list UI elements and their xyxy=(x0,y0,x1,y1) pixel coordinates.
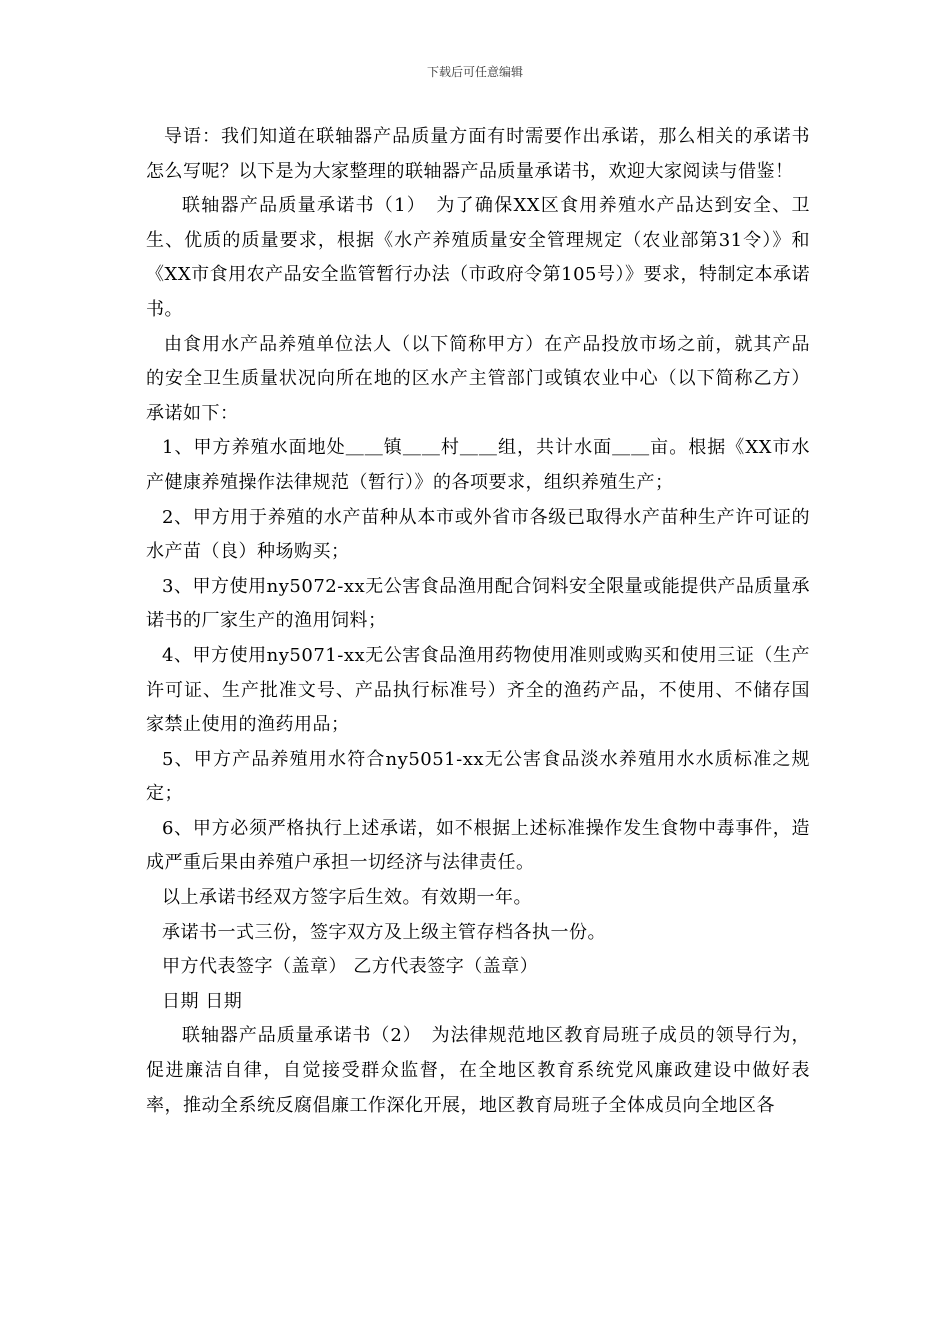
document-body xyxy=(146,120,810,1123)
pledge-1-item-4: 4、甲方使用ny5071-xx无公害食品渔用药物使用准则或购买和使用三证（生产许可证、生产批准文号、产品执行标准号）齐全的渔药产品，不使用、不储存国家禁止使用的渔药用品； xyxy=(146,644,810,736)
pledge-1-item-3: 3、甲方使用ny5072-xx无公害食品渔用配合饲料安全限量或能提供产品质量承诺书的厂家生产的渔用饲料； xyxy=(146,575,810,632)
intro-paragraph: 导语：我们知道在联轴器产品质量方面有时需要作出承诺，那么相关的承诺书怎么写呢？以下是为大家整理的联轴器产品质量承诺书，欢迎大家阅读与借鉴！ xyxy=(146,126,810,182)
date-line: 日期 日期 xyxy=(162,990,243,1012)
pledge-1-item-2: 2、甲方用于养殖的水产苗种从本市或外省市各级已取得水产苗种生产许可证的水产苗（良）种场购买； xyxy=(146,506,810,563)
pledge-1-item-6: 6、甲方必须严格执行上述承诺，如不根据上述标准操作发生食物中毒事件，造成严重后果由养殖户承担一切经济与法律责任。 xyxy=(146,817,810,874)
pledge-1-parties-paragraph: 由食用水产品养殖单位法人（以下简称甲方）在产品投放市场之前，就其产品的安全卫生质量状况向所在地的区水产主管部门或镇农业中心（以下简称乙方）承诺如下： xyxy=(146,333,810,424)
pledge-1-item-5: 5、甲方产品养殖用水符合ny5051-xx无公害食品淡水养殖用水水质标准之规定； xyxy=(146,748,810,805)
pledge-1-item-1: 1、甲方养殖水面地处＿＿镇＿＿村＿＿组，共计水面＿＿亩。根据《XX市水产健康养殖操作法律规范（暂行）》的各项要求，组织养殖生产； xyxy=(146,437,810,493)
signature-line: 甲方代表签字（盖章） 乙方代表签字（盖章） xyxy=(162,956,539,978)
pledge-2-opening-paragraph: 联轴器产品质量承诺书（2） 为法律规范地区教育局班子成员的领导行为，促进廉洁自律，自觉接受群众监督，在全地区教育系统党风廉政建设中做好表率，推动全系统反腐倡廉工作深化开展，地区教育局班子全体成员向全地区各 xyxy=(146,1025,810,1116)
pledge-1-opening-paragraph: 联轴器产品质量承诺书（1） 为了确保XX区食用养殖水产品达到安全、卫生、优质的质量要求，根据《水产养殖质量安全管理规定（农业部第31令）》和《XX市食用农产品安全监管暂行办法（市政府令第105号）》要求，特制定本承诺书。 xyxy=(146,195,810,320)
page-header-note: 下载后可任意编辑 xyxy=(426,65,523,79)
validity-paragraph: 以上承诺书经双方签字后生效。有效期一年。 xyxy=(162,887,532,909)
copies-paragraph: 承诺书一式三份，签字双方及上级主管存档各执一份。 xyxy=(162,921,606,943)
